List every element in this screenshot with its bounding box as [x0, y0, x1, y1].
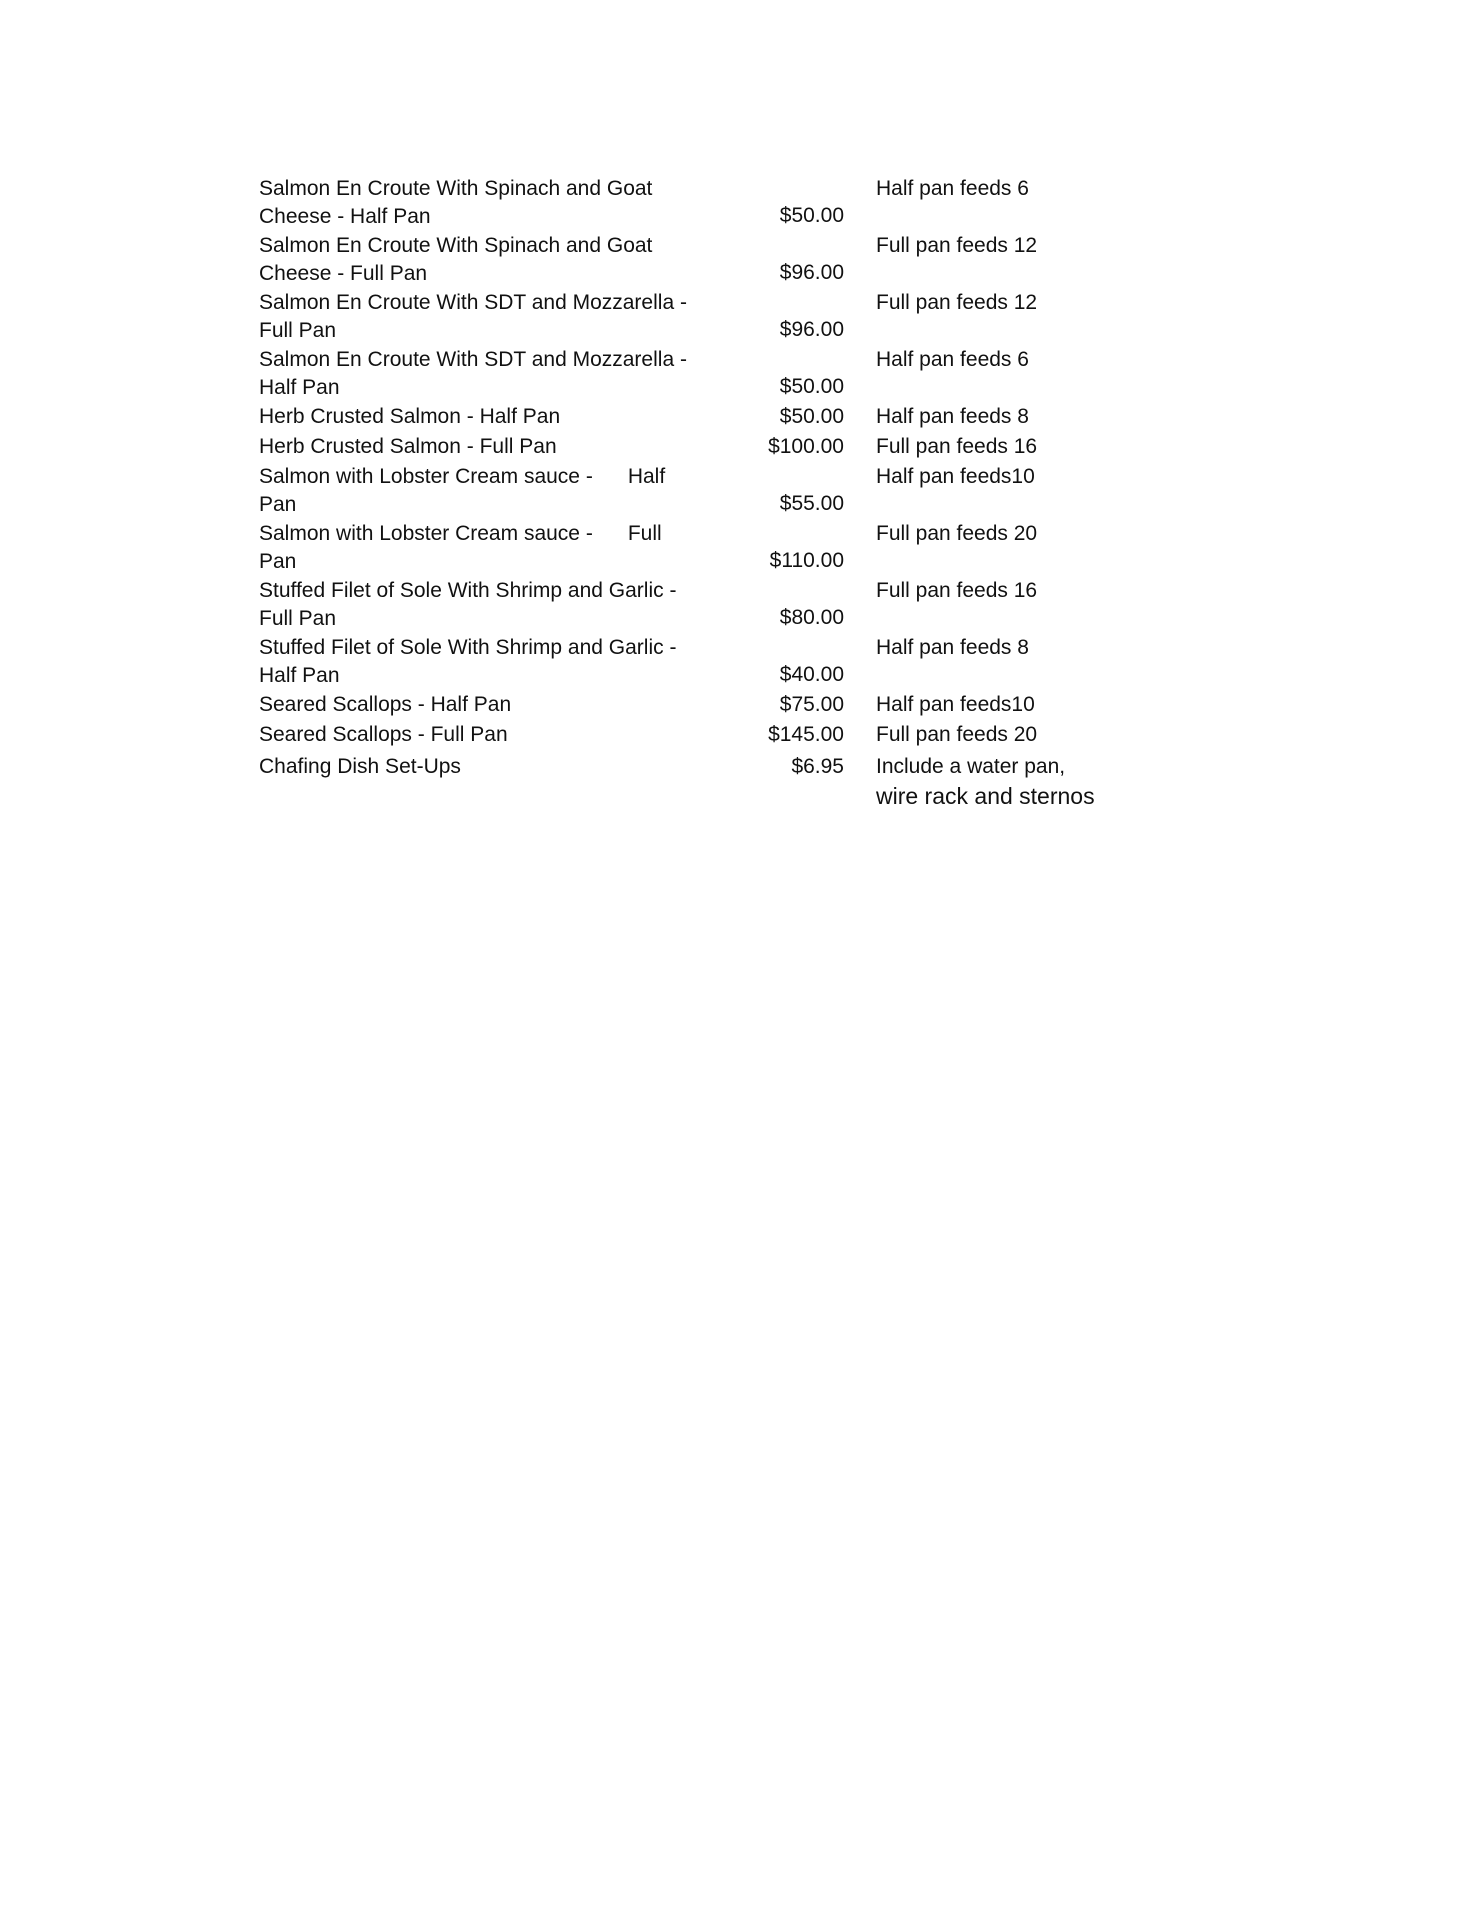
item-price: $40.00	[779, 663, 844, 686]
menu-row	[259, 288, 1159, 345]
item-price: $50.00	[779, 204, 844, 227]
menu-row	[259, 576, 1159, 633]
item-price: $80.00	[779, 606, 844, 629]
item-serving-note: Full pan feeds 12	[876, 291, 1038, 314]
item-price: $50.00	[779, 375, 844, 398]
item-price: $145.00	[768, 723, 844, 746]
item-price: $75.00	[779, 693, 844, 716]
item-serving-note: Half pan feeds10	[876, 693, 1035, 716]
item-serving-note: Full pan feeds 12	[876, 234, 1038, 257]
item-serving-note: Half pan feeds10	[876, 465, 1035, 488]
item-name: Seared Scallops - Full Pan	[259, 723, 508, 746]
item-serving-note: Half pan feeds 6	[876, 177, 1029, 200]
menu-row	[259, 432, 1159, 462]
item-price: $100.00	[768, 435, 844, 458]
item-name: Seared Scallops - Half Pan	[259, 693, 512, 716]
item-name: Salmon En Croute With Spinach and Goat Cheese - Half Pan	[259, 177, 653, 228]
menu-row	[259, 462, 1159, 519]
menu-row	[259, 752, 1159, 812]
item-name: Salmon with Lobster Cream sauce - Full Pan	[259, 522, 662, 573]
menu-row	[259, 633, 1159, 690]
menu-row	[259, 402, 1159, 432]
item-name: Salmon En Croute With SDT and Mozzarella - Half Pan	[259, 348, 687, 399]
item-serving-note: Half pan feeds 6	[876, 348, 1029, 371]
menu-row	[259, 231, 1159, 288]
item-name: Salmon En Croute With Spinach and Goat Cheese - Full Pan	[259, 234, 653, 285]
item-name: Herb Crusted Salmon - Half Pan	[259, 405, 561, 428]
item-price: $50.00	[779, 405, 844, 428]
item-name: Salmon En Croute With SDT and Mozzarella - Full Pan	[259, 291, 687, 342]
item-name: Herb Crusted Salmon - Full Pan	[259, 435, 557, 458]
item-name: Stuffed Filet of Sole With Shrimp and Garlic - Half Pan	[259, 636, 677, 687]
item-serving-note: Half pan feeds 8	[876, 636, 1029, 659]
menu-row	[259, 690, 1159, 720]
item-name: Stuffed Filet of Sole With Shrimp and Garlic - Full Pan	[259, 579, 677, 630]
item-price: $55.00	[779, 492, 844, 515]
item-serving-note	[876, 753, 1095, 811]
item-price: $110.00	[769, 549, 844, 572]
menu-row	[259, 174, 1159, 231]
item-serving-note-line1: Include a water pan,	[876, 755, 1066, 778]
menu-row	[259, 345, 1159, 402]
item-name: Salmon with Lobster Cream sauce - Half Pan	[259, 465, 666, 516]
item-serving-note: Full pan feeds 20	[876, 522, 1038, 545]
menu-row	[259, 720, 1159, 750]
item-serving-note: Full pan feeds 16	[876, 579, 1038, 602]
item-serving-note: Half pan feeds 8	[876, 405, 1029, 428]
item-serving-note: Full pan feeds 16	[876, 435, 1038, 458]
item-serving-note-line2: wire rack and sternos	[876, 783, 1095, 809]
item-price: $96.00	[779, 261, 844, 284]
item-serving-note: Full pan feeds 20	[876, 723, 1038, 746]
menu-row	[259, 519, 1159, 576]
menu-price-sheet	[259, 174, 1159, 812]
item-price: $96.00	[779, 318, 844, 341]
item-name: Chafing Dish Set-Ups	[259, 755, 461, 778]
item-price: $6.95	[791, 755, 844, 778]
